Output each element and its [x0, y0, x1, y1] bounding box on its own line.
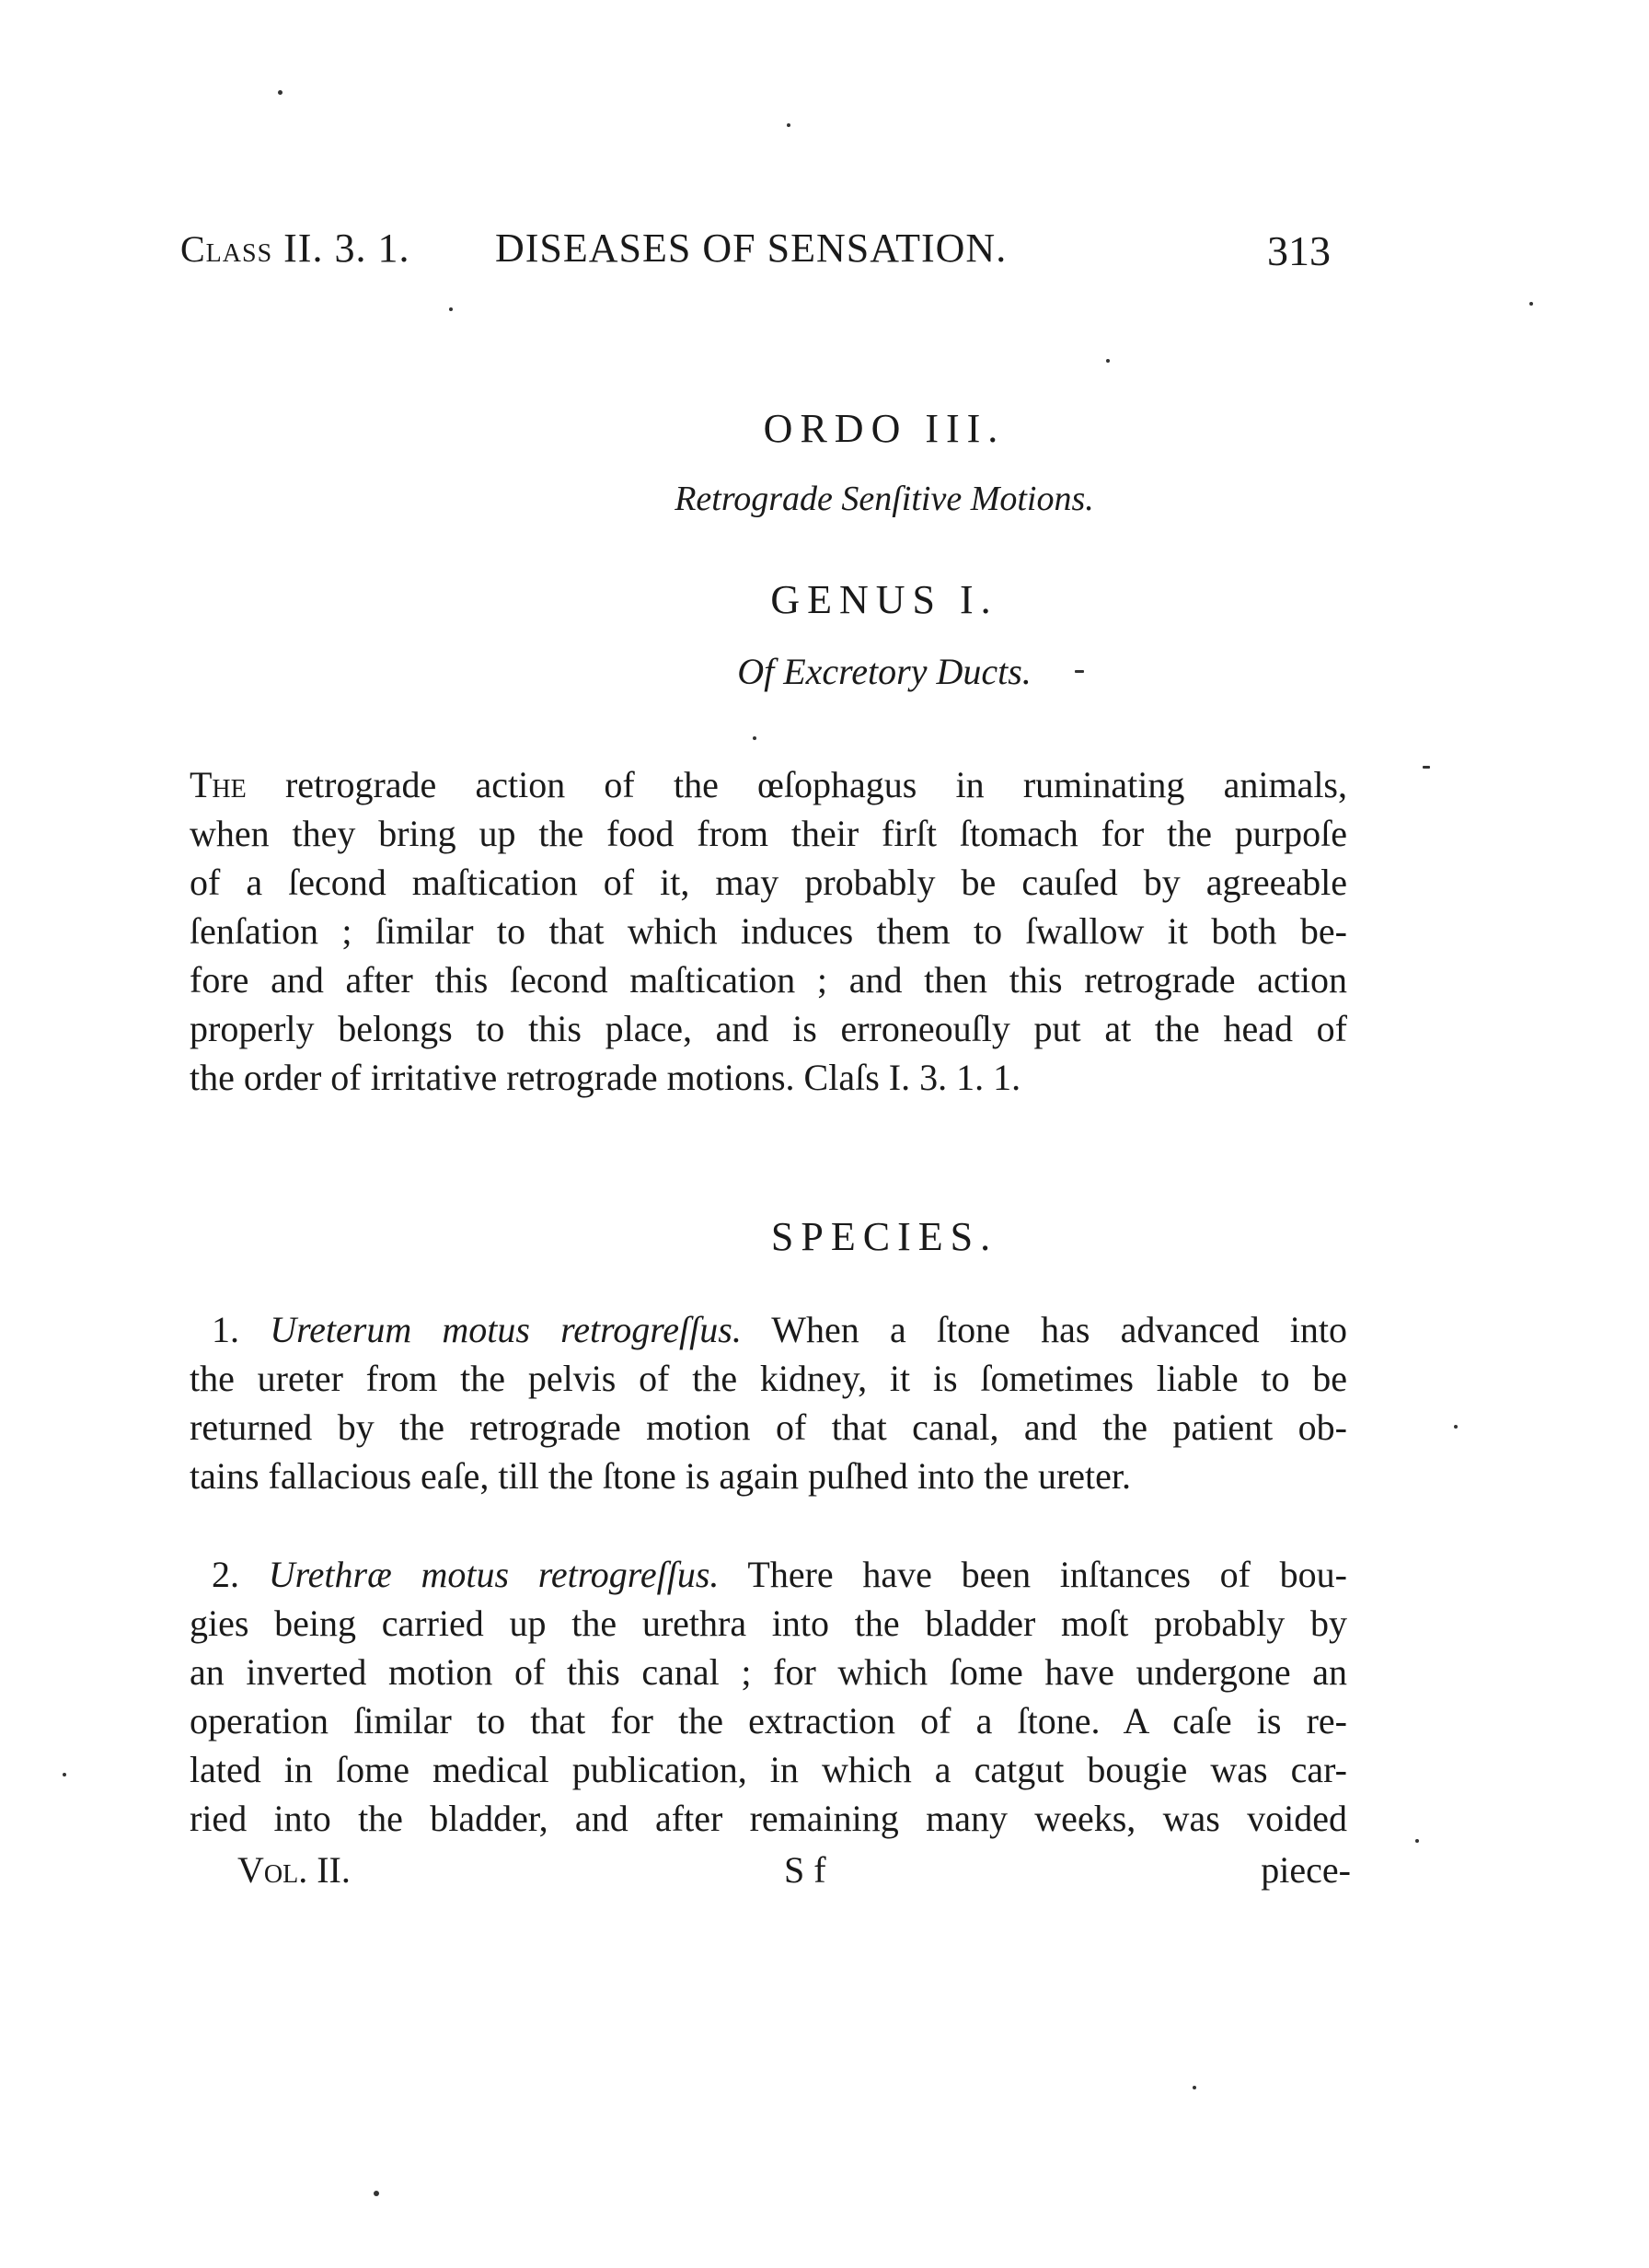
- scan-speck: [63, 1773, 66, 1776]
- scan-speck: [787, 123, 790, 127]
- class-number: II. 3. 1.: [283, 226, 410, 271]
- running-header: [180, 225, 1331, 280]
- paragraph-line: 1. Ureterum motus retrogreſſus. When a ſtone has advanced into: [212, 1309, 1347, 1350]
- paragraph-line: 2. Urethræ motus retrogreſſus. There have been inſtances of bou-: [212, 1554, 1347, 1595]
- volume-marker: [237, 1848, 351, 1892]
- signature-mark: S f: [784, 1849, 826, 1891]
- catchword: piece-: [1261, 1849, 1351, 1891]
- scan-speck: [278, 90, 283, 95]
- genus-subtitle: Of Excretory Ducts.: [737, 651, 1032, 692]
- species-number: 1.: [212, 1309, 239, 1350]
- species-entry-2: [190, 1550, 1347, 1843]
- paragraph-line: gies being carried up the urethra into the bladder moſt probably by: [190, 1603, 1347, 1644]
- page-number: 313: [1267, 227, 1331, 274]
- scan-speck: [1423, 766, 1430, 769]
- ordo-heading: ORDO III.: [763, 406, 1006, 451]
- paragraph-line: the order of irritative retrograde motions. Claſs I. 3. 1. 1.: [190, 1057, 1021, 1098]
- paragraph-line: the ureter from the pelvis of the kidney, it is ſometimes liable to be: [190, 1358, 1347, 1399]
- species-name: Urethræ motus retrogreſſus.: [268, 1554, 720, 1595]
- paragraph-line: properly belongs to this place, and is erroneouſly put at the head of: [190, 1008, 1347, 1049]
- scan-speck: [1454, 1425, 1458, 1429]
- running-title: DISEASES OF SENSATION.: [495, 226, 1008, 271]
- page-footer: [237, 1848, 1351, 1900]
- paragraph-line: when they bring up the food from their firſt ſtomach for the purpoſe: [190, 813, 1347, 854]
- paragraph-line: of a ſecond maſtication of it, may probably be cauſed by agreeable: [190, 862, 1347, 903]
- paragraph-line: operation ſimilar to that for the extraction of a ſtone. A caſe is re-: [190, 1700, 1347, 1742]
- species-number: 2.: [212, 1554, 239, 1595]
- paragraph-line: an inverted motion of this canal ; for which ſome have undergone an: [190, 1651, 1347, 1693]
- scan-speck: [1106, 359, 1110, 363]
- scan-speck: [1529, 302, 1533, 306]
- species-name: Ureterum motus retrogreſſus.: [270, 1309, 742, 1350]
- lead-word: The: [190, 764, 247, 805]
- paragraph-line: tains fallacious eaſe, till the ſtone is again puſhed into the ureter.: [190, 1455, 1132, 1497]
- species-entry-1: [190, 1305, 1347, 1500]
- paragraph-line: ried into the bladder, and after remaining many weeks, was voided: [190, 1798, 1347, 1839]
- volume-label: Vol.: [237, 1849, 308, 1891]
- paragraph-line: The retrograde action of the œſophagus in ruminating animals,: [190, 764, 1347, 805]
- scan-speck: [449, 307, 453, 311]
- intro-paragraph: [190, 760, 1347, 1102]
- ordo-subtitle: Retrograde Senſitive Motions.: [675, 480, 1094, 518]
- scan-speck: [1193, 2086, 1196, 2089]
- class-label: Class: [180, 228, 273, 270]
- class-reference: [180, 225, 409, 272]
- paragraph-line: lated in ſome medical publication, in which a catgut bougie was car-: [190, 1749, 1347, 1790]
- paragraph-line: fore and after this ſecond maſtication ; and then this retrograde action: [190, 959, 1347, 1001]
- scan-speck: [753, 736, 756, 740]
- scan-speck: [374, 2191, 379, 2196]
- paragraph-line: returned by the retrograde motion of that canal, and the patient ob-: [190, 1406, 1347, 1448]
- paragraph-line: ſenſation ; ſimilar to that which induces them to ſwallow it both be-: [190, 910, 1347, 952]
- genus-heading: GENUS I.: [770, 577, 998, 622]
- scan-speck: [1415, 1839, 1419, 1843]
- scan-speck: [1075, 670, 1084, 673]
- species-heading: SPECIES.: [770, 1214, 998, 1259]
- volume-number: II.: [317, 1849, 351, 1891]
